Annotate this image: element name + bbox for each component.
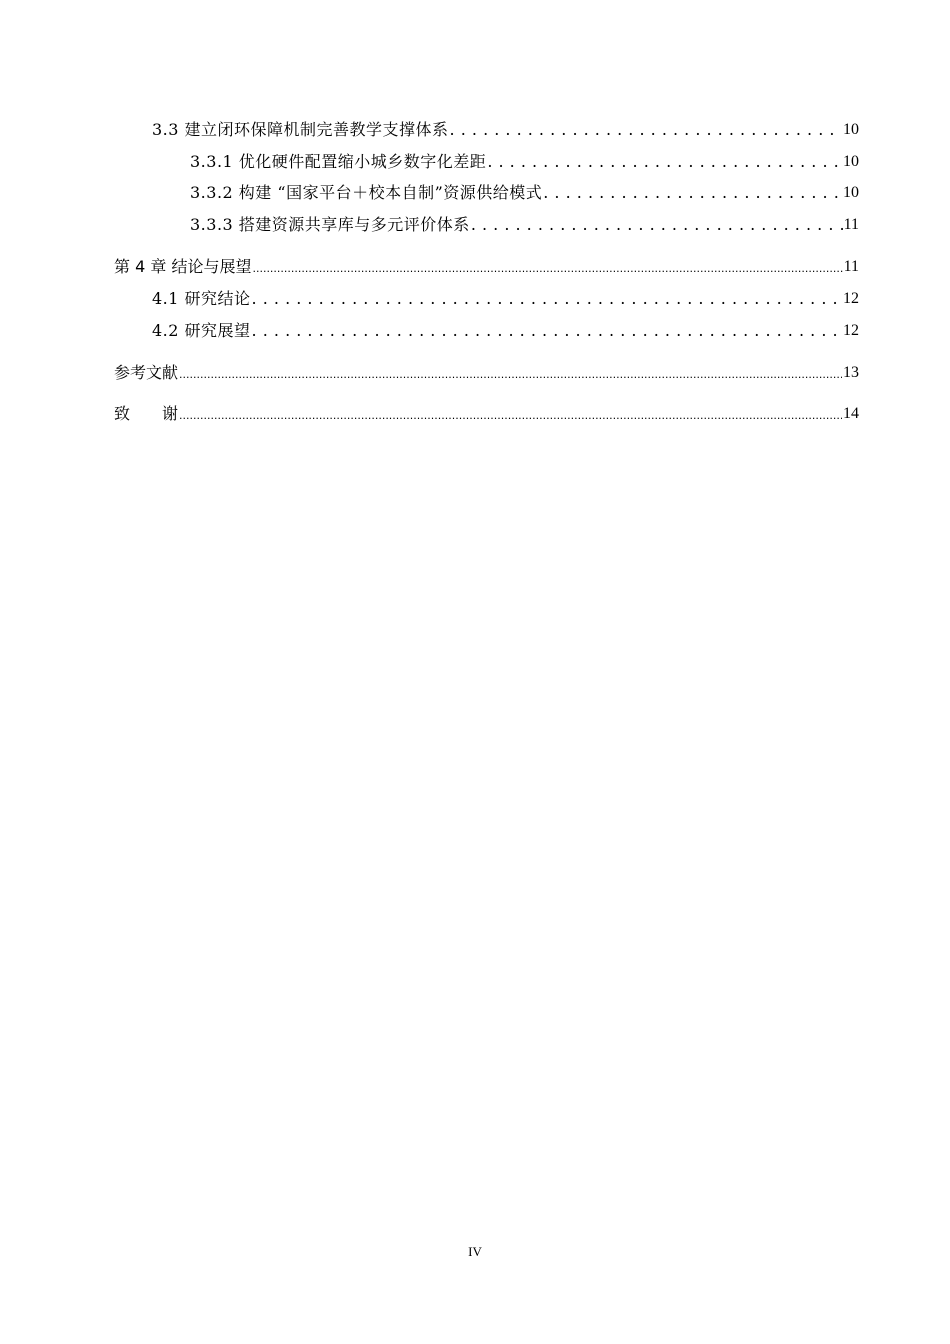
toc-entry-label: 致 谢 xyxy=(114,404,179,423)
toc-entry-4-2[interactable] xyxy=(0,318,950,344)
toc-entry-3-3-3[interactable] xyxy=(0,212,950,238)
toc-entry-3-3[interactable] xyxy=(0,117,950,143)
toc-leader-dots xyxy=(252,254,842,280)
toc-entry-label: 4.2 研究展望 xyxy=(152,321,251,340)
toc-entry-3-3-1[interactable] xyxy=(0,149,950,175)
toc-entry-label: 3.3.2 构建 “国家平台＋校本自制”资源供给模式 xyxy=(190,183,543,202)
toc-entry-label: 第 4 章 结论与展望 xyxy=(114,257,252,276)
toc-entry-3-3-2[interactable] xyxy=(0,180,950,206)
page-footer-number: IV xyxy=(468,1244,482,1259)
toc-leader-dots xyxy=(487,149,842,175)
toc-page-number: 13 xyxy=(843,364,859,381)
toc-leader-dots xyxy=(179,360,842,386)
toc-entry-label: 3.3.1 优化硬件配置缩小城乡数字化差距 xyxy=(190,152,487,171)
toc-entry-label: 4.1 研究结论 xyxy=(152,289,251,308)
toc-page-number: 14 xyxy=(843,405,859,422)
toc-leader-dots xyxy=(471,212,843,238)
toc-entry-acknowledgements[interactable] xyxy=(0,401,950,427)
toc-leader-dots xyxy=(252,318,842,344)
toc-entry-label: 3.3 建立闭环保障机制完善教学支撑体系 xyxy=(152,120,449,139)
toc-entry-references[interactable] xyxy=(0,360,950,386)
toc-page-number: 10 xyxy=(843,121,859,138)
toc-entry-chapter-4[interactable] xyxy=(0,254,950,280)
toc-entry-label: 参考文献 xyxy=(114,363,179,382)
toc-entry-label: 3.3.3 搭建资源共享库与多元评价体系 xyxy=(190,215,470,234)
toc-page-number: 10 xyxy=(843,153,859,170)
toc-page-number: 11 xyxy=(843,216,859,233)
toc-leader-dots xyxy=(450,117,842,143)
toc-leader-dots xyxy=(252,286,842,312)
toc-entry-4-1[interactable] xyxy=(0,286,950,312)
toc-leader-dots xyxy=(179,401,842,427)
toc-page-number: 12 xyxy=(843,290,859,307)
toc-page-number: 10 xyxy=(843,184,859,201)
toc-leader-dots xyxy=(543,180,842,206)
toc-page-number: 12 xyxy=(843,322,859,339)
toc-page-number: 11 xyxy=(843,258,859,275)
